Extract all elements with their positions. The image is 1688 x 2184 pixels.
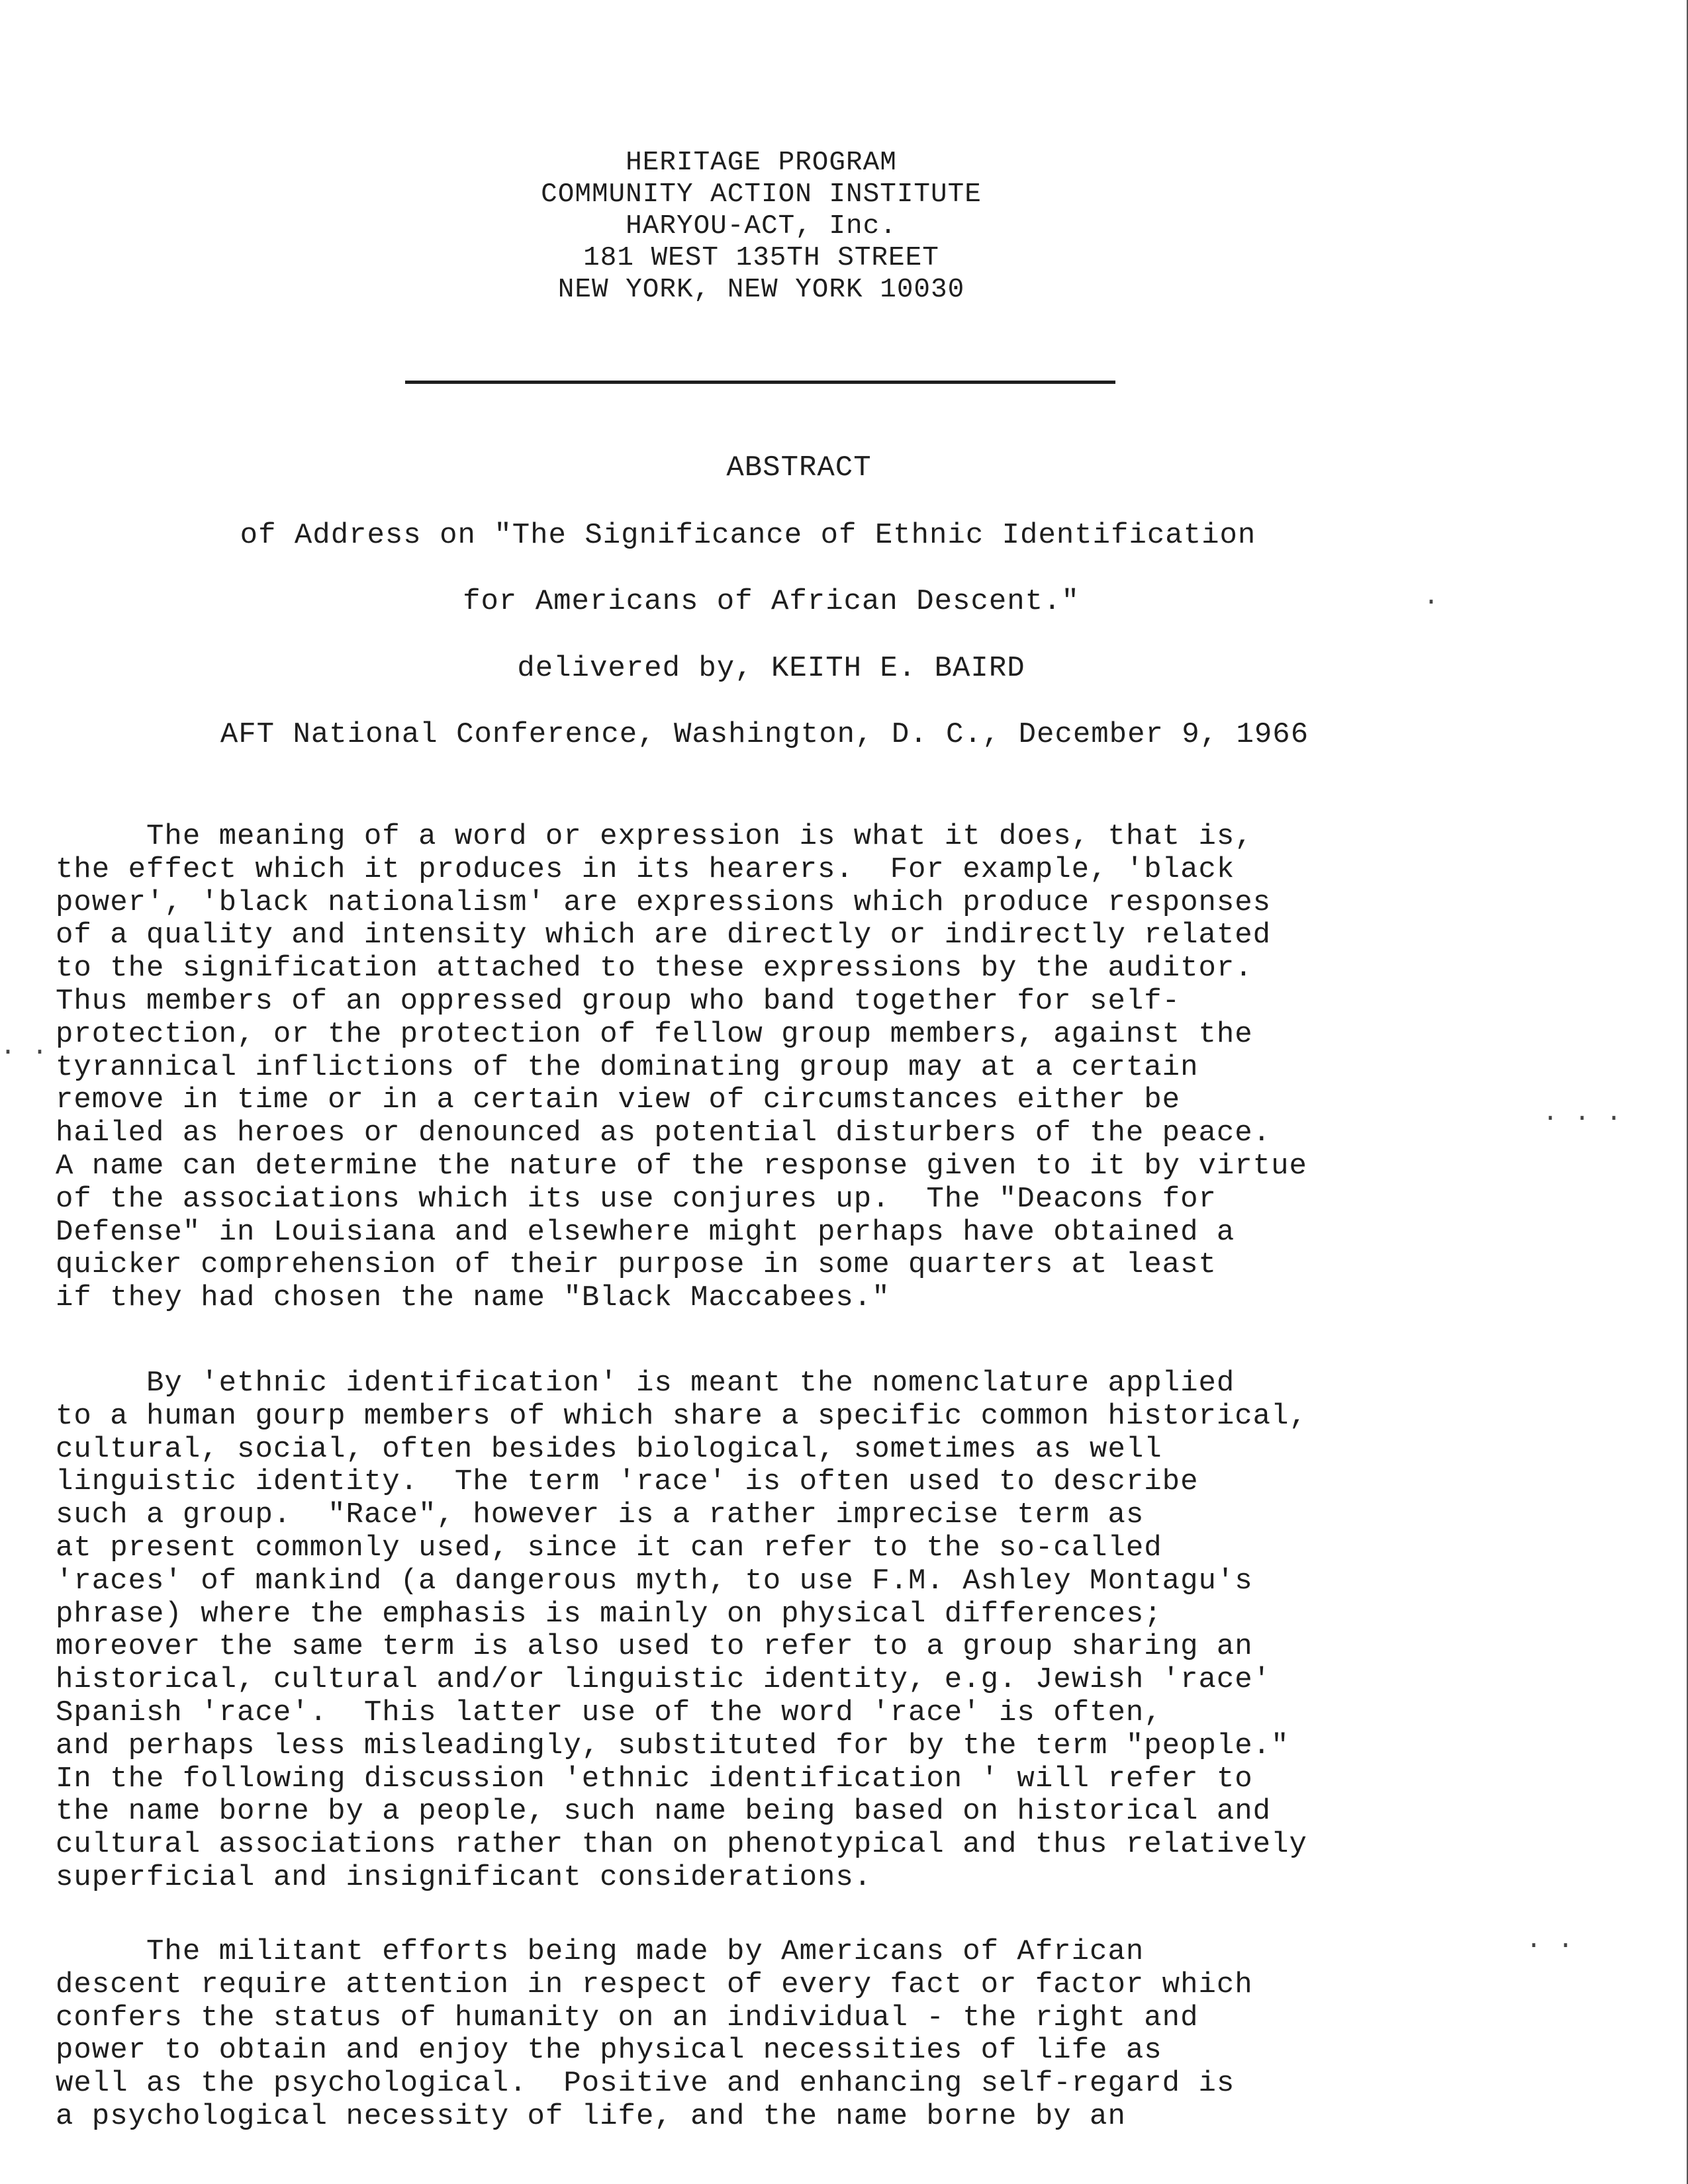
text-line: tyrannical inflictions of the dominating group may at a certain	[56, 1050, 1199, 1084]
text-line: a psychological necessity of life, and the name borne by an	[56, 2099, 1126, 2133]
text-line: cultural, social, often besides biological, sometimes as well	[56, 1432, 1162, 1466]
text-line: superficial and insignificant considerations.	[56, 1860, 872, 1894]
text-line: quicker comprehension of their purpose in some quarters at least	[56, 1248, 1217, 1282]
scan-speck: . . .	[1542, 1099, 1622, 1128]
text-line: cultural associations rather than on phenotypical and thus relatively	[56, 1828, 1307, 1862]
text-line: and perhaps less misleadingly, substituted for by the term "people."	[56, 1729, 1289, 1762]
horizontal-rule	[405, 381, 1115, 384]
text-line: to a human gourp members of which share a specific common historical,	[56, 1399, 1307, 1433]
text-line: well as the psychological. Positive and enhancing self-regard is	[56, 2067, 1235, 2101]
letterhead-line: HARYOU-ACT, Inc.	[626, 211, 897, 242]
text-line: Spanish 'race'. This latter use of the word 'race' is often,	[56, 1696, 1162, 1729]
text-line: Defense" in Louisiana and elsewhere might perhaps have obtained a	[56, 1215, 1235, 1249]
letterhead-line: NEW YORK, NEW YORK 10030	[557, 275, 965, 305]
text-line: of the associations which its use conjures up. The "Deacons for	[56, 1182, 1217, 1216]
text-line: such a group. "Race", however is a rather imprecise term as	[56, 1498, 1145, 1532]
text-line: historical, cultural and/or linguistic identity, e.g. Jewish 'race'	[56, 1663, 1272, 1697]
abstract-heading: ABSTRACT	[726, 451, 872, 484]
scan-speck: .	[1423, 582, 1440, 612]
scan-speck: . .	[1526, 1926, 1574, 1956]
text-line: hailed as heroes or denounced as potential disturbers of the peace.	[56, 1116, 1272, 1150]
text-line: if they had chosen the name "Black Maccabees."	[56, 1281, 890, 1315]
scan-speck: . .	[0, 1032, 48, 1062]
text-line: A name can determine the nature of the response given to it by virtue	[56, 1149, 1307, 1183]
text-line: phrase) where the emphasis is mainly on physical differences;	[56, 1597, 1162, 1631]
body-paragraph	[56, 1936, 1472, 2134]
text-line: confers the status of humanity on an individual - the right and	[56, 2001, 1199, 2034]
text-line: to the signification attached to these expressions by the auditor.	[56, 952, 1253, 985]
letterhead-line: 181 WEST 135TH STREET	[583, 243, 939, 273]
text-line: descent require attention in respect of every fact or factor which	[56, 1968, 1253, 2001]
address-title-line-2: for Americans of African Descent."	[463, 585, 1080, 618]
text-line: moreover the same term is also used to refer to a group sharing an	[56, 1630, 1253, 1664]
text-line: the name borne by a people, such name being based on historical and	[56, 1795, 1272, 1829]
text-line: remove in time or in a certain view of circumstances either be	[56, 1083, 1181, 1117]
text-line: The meaning of a word or expression is what it does, that is,	[56, 820, 1253, 853]
body-paragraph	[56, 1367, 1472, 1895]
text-line: linguistic identity. The term 'race' is often used to describe	[56, 1465, 1199, 1499]
letterhead-line: COMMUNITY ACTION INSTITUTE	[541, 179, 982, 210]
text-line: 'races' of mankind (a dangerous myth, to use F.M. Ashley Montagu's	[56, 1564, 1253, 1598]
text-line: Thus members of an oppressed group who band together for self-	[56, 984, 1181, 1018]
venue-date-line: AFT National Conference, Washington, D. C., December 9, 1966	[220, 718, 1309, 751]
text-line: power', 'black nationalism' are expressions which produce responses	[56, 886, 1272, 919]
address-title-line-1: of Address on "The Significance of Ethnic Identification	[240, 519, 1256, 552]
body-paragraph	[56, 821, 1472, 1315]
letterhead	[463, 147, 1059, 306]
text-line: In the following discussion 'ethnic identification ' will refer to	[56, 1762, 1253, 1796]
text-line: The militant efforts being made by Americans of African	[56, 1935, 1145, 1968]
text-line: the effect which it produces in its hearers. For example, 'black	[56, 852, 1235, 886]
text-line: protection, or the protection of fellow group members, against the	[56, 1017, 1253, 1051]
text-line: power to obtain and enjoy the physical necessities of life as	[56, 2034, 1162, 2068]
text-line: of a quality and intensity which are directly or indirectly related	[56, 919, 1272, 952]
text-line: By 'ethnic identification' is meant the nomenclature applied	[56, 1367, 1235, 1400]
delivered-by-line: delivered by, KEITH E. BAIRD	[517, 652, 1025, 685]
letterhead-line: HERITAGE PROGRAM	[626, 148, 897, 178]
text-line: at present commonly used, since it can refer to the so-called	[56, 1531, 1162, 1565]
